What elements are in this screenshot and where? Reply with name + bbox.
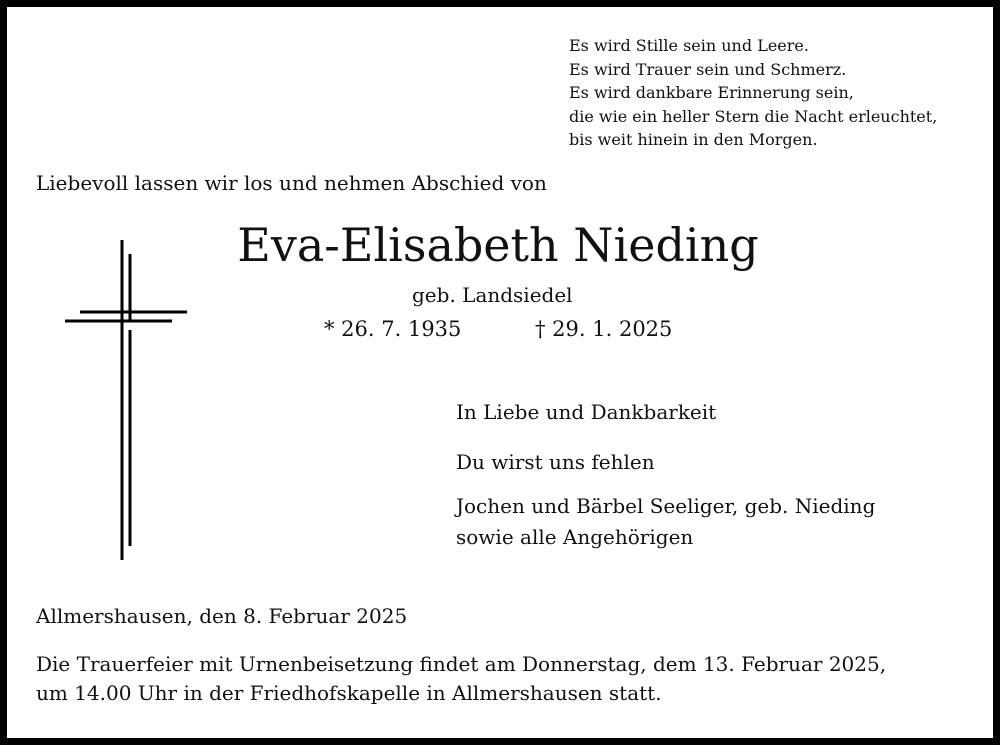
death-date: † 29. 1. 2025 — [535, 317, 673, 341]
double-line-cross-icon — [60, 236, 195, 566]
family-line: sowie alle Angehörigen — [456, 525, 694, 549]
poem — [569, 34, 937, 152]
deceased-name: Eva-Elisabeth Nieding — [237, 218, 759, 272]
poem-line: die wie ein heller Stern die Nacht erleuchtet, — [569, 106, 938, 126]
ceremony-line: um 14.00 Uhr in der Friedhofskapelle in Allmershausen statt. — [36, 681, 662, 705]
poem-line: bis weit hinein in den Morgen. — [569, 130, 818, 149]
birth-date: * 26. 7. 1935 — [324, 317, 462, 341]
maiden-name: geb. Landsiedel — [412, 283, 573, 307]
poem-line: Es wird Stille sein und Leere. — [569, 36, 809, 55]
place-date: Allmershausen, den 8. Februar 2025 — [36, 604, 408, 628]
poem-line: Es wird dankbare Erinnerung sein, — [569, 83, 854, 102]
family-signature — [456, 491, 875, 553]
miss-line: Du wirst uns fehlen — [456, 450, 655, 474]
ceremony-info — [36, 650, 886, 708]
poem-line: Es wird Trauer sein und Schmerz. — [569, 59, 847, 79]
ceremony-line: Die Trauerfeier mit Urnenbeisetzung findet am Donnerstag, dem 13. Februar 2025, — [36, 652, 887, 676]
family-line: Jochen und Bärbel Seeliger, geb. Nieding — [456, 494, 876, 518]
love-line: In Liebe und Dankbarkeit — [456, 400, 717, 424]
intro-text: Liebevoll lassen wir los und nehmen Abschied von — [36, 171, 547, 195]
